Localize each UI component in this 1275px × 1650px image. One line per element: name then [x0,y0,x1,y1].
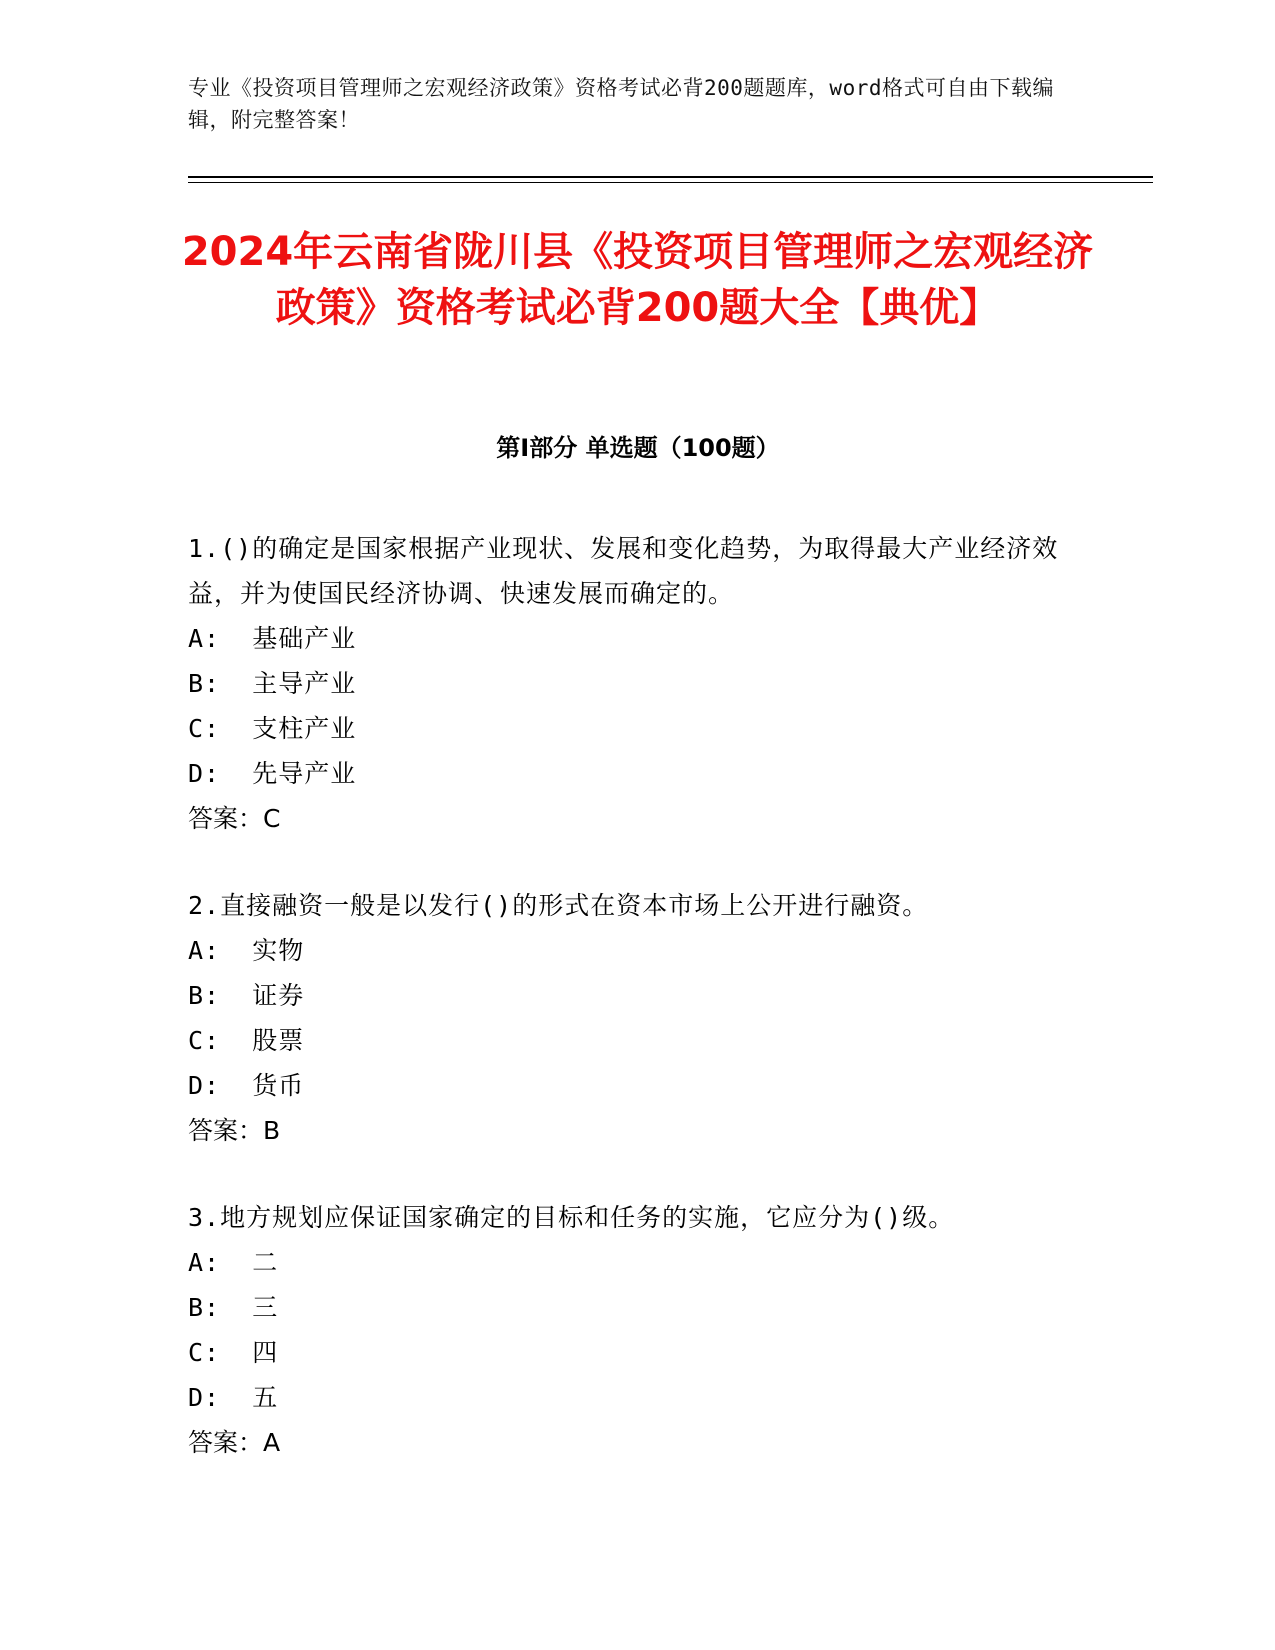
answer: 答案：B [188,1116,281,1145]
option-b: B: 主导产业 [188,669,357,698]
question-stem: 2.直接融资一般是以发行()的形式在资本市场上公开进行融资。 [188,891,929,920]
answer: 答案：C [188,804,281,833]
header-divider-thin [188,182,1153,183]
answer: 答案：A [188,1428,281,1457]
option-d: D: 先导产业 [188,759,357,788]
option-c: C: 四 [188,1338,279,1367]
question-2 [188,883,1068,1153]
option-a: A: 实物 [188,936,305,965]
option-d: D: 五 [188,1383,279,1412]
question-list [188,526,1068,1507]
option-c: C: 股票 [188,1026,305,1055]
question-stem: 3.地方规划应保证国家确定的目标和任务的实施，它应分为()级。 [188,1203,955,1232]
option-a: A: 二 [188,1248,279,1277]
section-title: 第I部分 单选题（100题） [496,434,780,462]
question-3 [188,1195,1068,1465]
header-note: 专业《投资项目管理师之宏观经济政策》资格考试必背200题题库，word格式可自由下载编辑，附完整答案！ [188,76,1054,132]
option-b: B: 三 [188,1293,279,1322]
option-a: A: 基础产业 [188,624,357,653]
question-1 [188,526,1068,841]
option-d: D: 货币 [188,1071,305,1100]
option-c: C: 支柱产业 [188,714,357,743]
question-stem: 1.()的确定是国家根据产业现状、发展和变化趋势，为取得最大产业经济效益，并为使国民经济协调、快速发展而确定的。 [188,534,1059,608]
option-b: B: 证券 [188,981,305,1010]
document-title: 2024年云南省陇川县《投资项目管理师之宏观经济政策》资格考试必背200题大全【典优】 [181,229,1094,331]
header-divider-thick [188,176,1153,178]
